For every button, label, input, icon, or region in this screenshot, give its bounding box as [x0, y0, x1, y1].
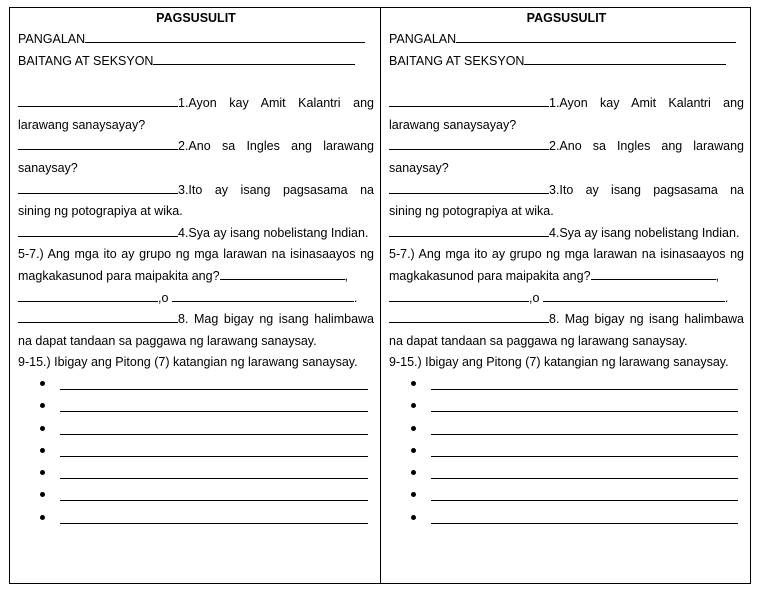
- question-2: 2.Ano sa Ingles ang larawang: [389, 136, 744, 158]
- answer-blank-3[interactable]: [389, 180, 549, 194]
- bullet-answer-blank[interactable]: [431, 465, 738, 479]
- list-item: [40, 463, 374, 485]
- question-5-7: 5-7.) Ang mga ito ay grupo ng mga larawan na isinasaayos ng: [389, 247, 744, 262]
- grade-section-blank[interactable]: [153, 51, 355, 65]
- list-item: [411, 396, 744, 418]
- question-5-7-cont: magkakasunod para maipakita ang? ,: [18, 266, 374, 288]
- list-item: [40, 508, 374, 530]
- list-item: [411, 463, 744, 485]
- question-5-7-answers: ,o .: [389, 288, 744, 310]
- list-item: [411, 508, 744, 530]
- question-1-cont: larawang sanaysayay?: [18, 117, 146, 132]
- answer-blank-6[interactable]: [389, 288, 529, 302]
- question-8: 8. Mag bigay ng isang halimbawa: [18, 309, 374, 331]
- bullet-answer-blank[interactable]: [431, 398, 738, 412]
- bullet-answer-blank[interactable]: [60, 487, 368, 501]
- question-3-cont: sining ng potograpiya at wika.: [18, 204, 183, 219]
- bullet-answer-blank[interactable]: [431, 487, 738, 501]
- answer-blank-8[interactable]: [389, 309, 549, 323]
- answer-blank-7[interactable]: [172, 288, 354, 302]
- name-blank[interactable]: [456, 29, 736, 43]
- quiz-sheet: [9, 7, 751, 584]
- question-9-15: 9-15.) Ibigay ang Pitong (7) katangian ng larawang sanaysay.: [389, 355, 729, 370]
- answer-blank-1[interactable]: [389, 93, 549, 107]
- question-8-cont: na dapat tandaan sa paggawa ng larawang sanaysay.: [18, 333, 317, 348]
- grade-section-blank[interactable]: [524, 51, 726, 65]
- bullet-answer-blank[interactable]: [60, 510, 368, 524]
- name-row: [389, 29, 744, 51]
- characteristics-list: [389, 374, 744, 530]
- grade-section-label: BAITANG AT SEKSYON: [18, 53, 154, 68]
- list-item: [40, 374, 374, 396]
- quiz-copy-left: [10, 8, 380, 583]
- list-item: [411, 441, 744, 463]
- question-5-7-cont: magkakasunod para maipakita ang? ,: [389, 266, 744, 288]
- question-3-cont: sining ng potograpiya at wika.: [389, 204, 554, 219]
- bullet-answer-blank[interactable]: [60, 398, 368, 412]
- bullet-answer-blank[interactable]: [60, 376, 368, 390]
- answer-blank-3[interactable]: [18, 180, 178, 194]
- question-4: 4.Sya ay isang nobelistang Indian.: [389, 223, 744, 245]
- question-2-cont: sanaysay?: [18, 160, 78, 175]
- grade-section-label: BAITANG AT SEKSYON: [389, 53, 525, 68]
- bullet-answer-blank[interactable]: [431, 376, 738, 390]
- question-9-15: 9-15.) Ibigay ang Pitong (7) katangian ng larawang sanaysay.: [18, 355, 358, 370]
- question-8: 8. Mag bigay ng isang halimbawa: [389, 309, 744, 331]
- list-item: [40, 485, 374, 507]
- characteristics-list: [18, 374, 374, 530]
- list-item: [40, 396, 374, 418]
- list-item: [40, 419, 374, 441]
- answer-blank-7[interactable]: [543, 288, 725, 302]
- answer-blank-4[interactable]: [389, 223, 549, 237]
- question-2: 2.Ano sa Ingles ang larawang: [18, 136, 374, 158]
- grade-section-row: [389, 51, 744, 73]
- grade-section-row: [18, 51, 374, 73]
- answer-blank-8[interactable]: [18, 309, 178, 323]
- answer-blank-2[interactable]: [18, 136, 178, 150]
- bullet-answer-blank[interactable]: [431, 443, 738, 457]
- question-3: 3.Ito ay isang pagsasama na: [18, 180, 374, 202]
- list-item: [411, 419, 744, 441]
- name-label: PANGALAN: [18, 32, 86, 46]
- question-4: 4.Sya ay isang nobelistang Indian.: [18, 223, 374, 245]
- name-blank[interactable]: [85, 29, 365, 43]
- name-row: [18, 29, 374, 51]
- answer-blank-4[interactable]: [18, 223, 178, 237]
- list-item: [411, 374, 744, 396]
- quiz-copy-right: [380, 8, 750, 583]
- question-3: 3.Ito ay isang pagsasama na: [389, 180, 744, 202]
- list-item: [411, 485, 744, 507]
- answer-blank-5[interactable]: [591, 266, 716, 280]
- answer-blank-2[interactable]: [389, 136, 549, 150]
- question-1: 1.Ayon kay Amit Kalantri ang: [389, 93, 744, 115]
- question-1: 1.Ayon kay Amit Kalantri ang: [18, 93, 374, 115]
- question-2-cont: sanaysay?: [389, 160, 449, 175]
- question-5-7: 5-7.) Ang mga ito ay grupo ng mga larawan na isinasaayos ng: [18, 247, 374, 262]
- bullet-answer-blank[interactable]: [431, 421, 738, 435]
- question-1-cont: larawang sanaysayay?: [389, 117, 517, 132]
- list-item: [40, 441, 374, 463]
- answer-blank-1[interactable]: [18, 93, 178, 107]
- bullet-answer-blank[interactable]: [431, 510, 738, 524]
- bullet-answer-blank[interactable]: [60, 421, 368, 435]
- question-8-cont: na dapat tandaan sa paggawa ng larawang sanaysay.: [389, 333, 688, 348]
- name-label: PANGALAN: [389, 32, 457, 46]
- bullet-answer-blank[interactable]: [60, 443, 368, 457]
- quiz-title: PAGSUSULIT: [156, 11, 236, 25]
- answer-blank-5[interactable]: [220, 266, 345, 280]
- bullet-answer-blank[interactable]: [60, 465, 368, 479]
- answer-blank-6[interactable]: [18, 288, 158, 302]
- quiz-title: PAGSUSULIT: [526, 11, 607, 25]
- question-5-7-answers: ,o .: [18, 288, 374, 310]
